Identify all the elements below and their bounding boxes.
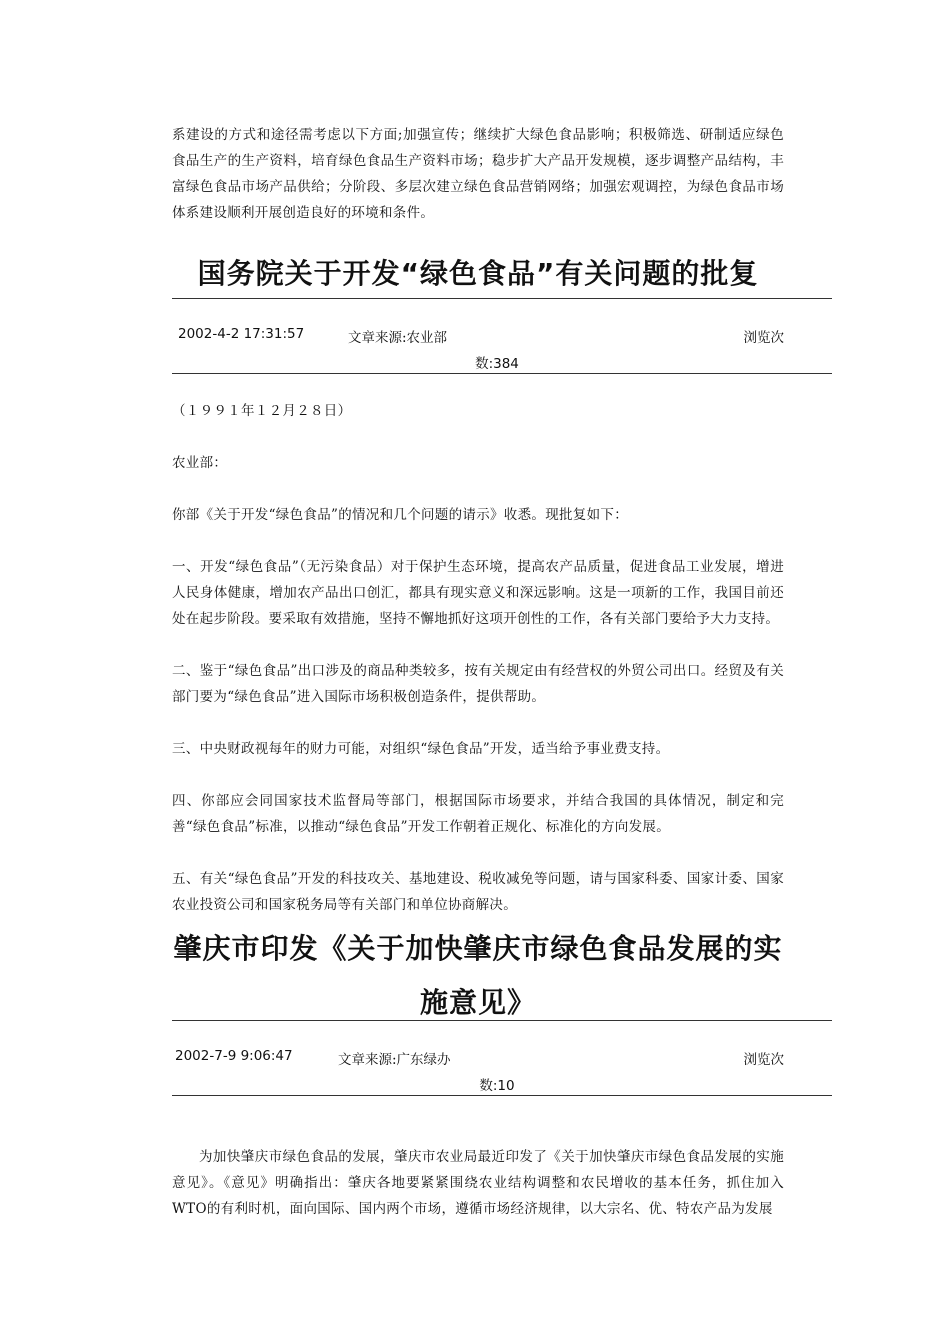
article1-source: 文章来源:农业部 [348, 330, 448, 346]
article1-body [172, 398, 784, 918]
article2-paragraph: 为加快肇庆市绿色食品的发展，肇庆市农业局最近印发了《关于加快肇庆市绿色食品发展的实施意见》。《意见》明确指出：肇庆各地要紧紧围绕农业结构调整和农民增收的基本任务，抓住加入WTO的有利时机，面向国际、国内两个市场，遵循市场经济规律，以大宗名、优、特农产品为发展 [172, 1149, 784, 1217]
article2-bottom-rule [172, 1095, 832, 1096]
article2-title-line2: 施意见》 [419, 986, 536, 1019]
article1-point: 四、你部应会同国家技术监督局等部门，根据国际市场要求，并结合我国的具体情况，制定和完善“绿色食品”标准，以推动“绿色食品”开发工作朝着正规化、标准化的方向发展。 [172, 793, 784, 835]
article1-views-count: 数:384 [475, 356, 519, 372]
article1-views-label: 浏览次 [743, 330, 784, 346]
article1-salutation: 农业部： [172, 455, 228, 471]
article1-point: 五、有关“绿色食品”开发的科技攻关、基地建设、税收减免等问题，请与国家科委、国家计委、国家农业投资公司和国家税务局等有关部门和单位协商解决。 [172, 871, 784, 913]
article2-body [172, 1144, 784, 1222]
article1-date-line: （１９９１年１２月２８日） [172, 403, 352, 419]
article1-point: 三、中央财政视每年的财力可能，对组织“绿色食品”开发，适当给予事业费支持。 [172, 741, 670, 757]
article1-title: 国务院关于开发“绿色食品”有关问题的批复 [197, 257, 759, 290]
article1-top-rule [172, 298, 832, 299]
article1-bottom-rule [172, 373, 832, 374]
article2-title-line1: 肇庆市印发《关于加快肇庆市绿色食品发展的实 [173, 932, 783, 965]
article2-views-count: 数:10 [479, 1078, 515, 1094]
article2-date: 2002-7-9 9:06:47 [175, 1048, 293, 1064]
intro-paragraph: 系建设的方式和途径需考虑以下方面;加强宣传；继续扩大绿色食品影响；积极筛选、研制适应绿色食品生产的生产资料，培育绿色食品生产资料市场；稳步扩大产品开发规模，逐步调整产品结构，丰富绿色食品市场产品供给；分阶段、多层次建立绿色食品营销网络；加强宏观调控，为绿色食品市场体系建设顺利开展创造良好的环境和条件。 [172, 127, 784, 221]
article1-date: 2002-4-2 17:31:57 [178, 326, 305, 342]
article2-views-label: 浏览次 [743, 1052, 784, 1068]
article2-title [172, 922, 784, 1030]
article1-lead: 你部《关于开发“绿色食品”的情况和几个问题的请示》收悉。现批复如下： [172, 507, 629, 523]
article1-point: 一、开发“绿色食品”（无污染食品）对于保护生态环境，提高农产品质量，促进食品工业发展，增进人民身体健康，增加农产品出口创汇，都具有现实意义和深远影响。这是一项新的工作，我国目前还处在起步阶段。要采取有效措施，坚持不懈地抓好这项开创性的工作，各有关部门要给予大力支持。 [172, 559, 784, 627]
article2-top-rule [172, 1020, 832, 1021]
article1-point: 二、鉴于“绿色食品”出口涉及的商品种类较多，按有关规定由有经营权的外贸公司出口。经贸及有关部门要为“绿色食品”进入国际市场积极创造条件，提供帮助。 [172, 663, 784, 705]
article2-source: 文章来源:广东绿办 [338, 1052, 451, 1068]
